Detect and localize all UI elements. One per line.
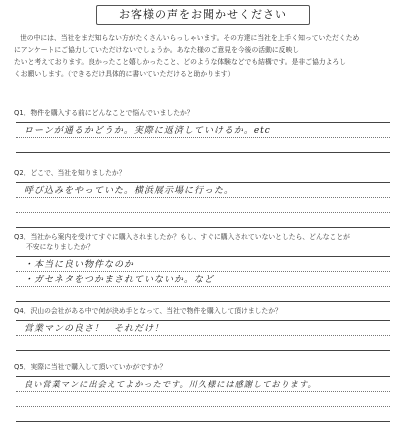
- answer-line: [16, 392, 390, 407]
- question-5: [14, 362, 392, 422]
- answer-line: [16, 287, 390, 301]
- answer-line: [16, 138, 390, 152]
- answer-box: [16, 256, 390, 302]
- answer-line: [16, 213, 390, 227]
- answer-line: [16, 198, 390, 213]
- answer-box: [16, 122, 390, 153]
- intro-line: くお願いします。（できるだけ具体的に書いていただけると助かります）: [14, 70, 235, 78]
- answer-line: [16, 321, 390, 336]
- question-label: Q4．沢山の会社がある中で何が決め手となって、当社で物件を購入して頂けましたか？: [14, 307, 282, 315]
- page-title: お客様の声をお聞かせください: [96, 5, 310, 25]
- answer-box: [16, 182, 390, 228]
- question-label: Q2．どこで、当社を知りましたか？: [14, 169, 126, 177]
- question-label: Q1．物件を購入する前にどんなことで悩んでいましたか？: [14, 109, 194, 117]
- intro-text: [14, 32, 388, 80]
- handwritten-answer: 良い営業マンに出会えてよかったです。川久様には感謝しております。: [24, 379, 317, 389]
- question-4: [14, 306, 392, 351]
- handwritten-answer: 呼び込みをやっていた。横浜展示場に行った。: [24, 186, 235, 196]
- question-label-cont: 不安になりましたか？: [26, 243, 94, 251]
- answer-line: [16, 257, 390, 272]
- answer-line: [16, 183, 390, 198]
- answer-box: [16, 376, 390, 422]
- answer-box: [16, 320, 390, 351]
- intro-line: 世の中には、当社をまだ知らない方がたくさんいらっしゃいます。その方達に当社を上手く知っていただくため: [20, 34, 360, 42]
- answer-line: [16, 272, 390, 287]
- question-2: [14, 168, 392, 228]
- question-label: Q5．実際に当社で購入して頂いていかがですか？: [14, 363, 167, 371]
- answer-line: [16, 336, 390, 350]
- question-1: [14, 108, 392, 153]
- answer-line: [16, 377, 390, 392]
- question-label: Q3．当社から案内を受けてすぐに購入されましたか？もし、すぐに購入されていないとしたら、どんなことが: [14, 233, 350, 241]
- answer-line: [16, 123, 390, 138]
- intro-line: にアンケートにご協力していただけないでしょうか。あなた様のご意見を今後の活動に反映し: [14, 46, 300, 54]
- answer-line: [16, 407, 390, 421]
- question-3: [14, 232, 392, 302]
- handwritten-answer: 営業マンの良さ！ それだけ！: [24, 324, 165, 334]
- handwritten-answer: ・本当に良い物件なのか: [24, 260, 135, 270]
- intro-line: たいと考えております。良かったこと嬉しかったこと、どのような体験などでも結構です。是非ご協力よろし: [14, 58, 346, 66]
- handwritten-answer: ・ガセネタをつかまされていないか。など: [24, 275, 215, 285]
- handwritten-answer: ローンが通るかどうか。実際に返済していけるか。etc: [24, 126, 271, 136]
